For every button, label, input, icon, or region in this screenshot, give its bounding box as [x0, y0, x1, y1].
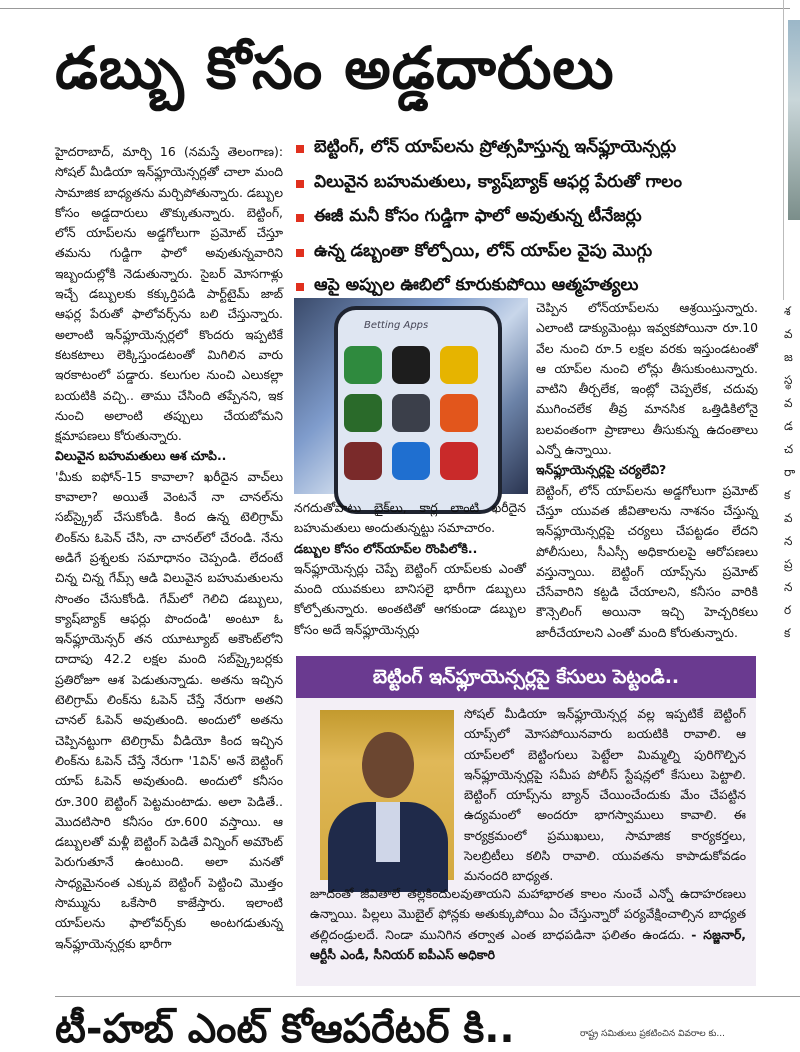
article-subheading: డబ్బుల కోసం లోన్‌యాప్‌ల రొంపిలోకి.. [294, 540, 478, 556]
bullet-item: ఈజీ మనీ కోసం గుడ్డిగా ఫాలో అవుతున్న టీనేజర్లు [296, 201, 786, 236]
quote-text-continued: జూదంతో జీవితాలే తల్లకిందులవుతాయని మహాభారత కాలం నుంచే ఎన్నో ఉదాహరణలు ఉన్నాయి. పిల్లలు మొబైల్ ఫోన్లకు అతుక్కుపోయి ఏం చేస్తున్నారో పర్యవేక్షించాల్సిన బాధ్యత తల్లిదండ్రులదే. నిండా మునిగిన తర్వాత ఎంత బాధపడినా ఫలితం ఉండదు. - సజ్జనార్, ఆర్టీసీ ఎండీ, సీనియర్ ఐపీఎస్ అధికారి [310, 886, 746, 962]
bullet-item: విలువైన బహుమతులు, క్యాష్‌బ్యాక్ ఆఫర్ల పేరుతో గాలం [296, 167, 786, 202]
betting-apps-phone-photo [294, 298, 528, 494]
article-subheading: విలువైన బహుమతులు ఆశ చూపి.. [55, 448, 227, 464]
bottom-rule [55, 996, 800, 997]
bullet-item: ఆపై అప్పుల ఊబిలో కూరుకుపోయి ఆత్మహత్యలు [296, 270, 786, 305]
article-column-1 [55, 142, 283, 985]
app-icon [344, 442, 382, 480]
app-icon [440, 394, 478, 432]
app-icon [392, 346, 430, 384]
app-icon [392, 394, 430, 432]
article-paragraph: చెప్పిన లోన్‌యాప్‌లను ఆశ్రయిస్తున్నారు. ఎలాంటి డాక్యుమెంట్లు ఇవ్వకపోయినా రూ.10 వేల నుంచి రూ.5 లక్షల వరకు ఇస్తుండటంతో ఆ యాప్‌ల నుంచి లోన్లు తీసుకుంటున్నారు. వాటిని తీర్చలేక, ఇంట్లో చెప్పలేక, చదువు ముగించలేక తీవ్ర మానసిక ఒత్తిడికిలోనై బలవంతంగా ప్రాణాలు తీసుకున్న ఉదంతాలు ఎన్నో ఉన్నాయి. [536, 300, 758, 458]
page-headline: డబ్బు కోసం అడ్డదారులు [55, 34, 615, 102]
quote-text: సోషల్ మీడియా ఇన్‌ఫ్లూయెన్సర్ల వల్ల ఇప్పటికే బెట్టింగ్ యాప్స్‌లో మోసపోయినవారు బయటికి రావాలి. ఆ యాప్‌లలో బెట్టింగులు పెట్టేలా మిమ్మల్ని పురిగొల్పిన ఇన్‌ఫ్లూయెన్సర్లపై సమీప పోలీస్ స్టేషన్లలో కేసులు పెట్టాలి. బెట్టింగ్ యాప్స్‌ను బ్యాన్ చేయించేందుకు మేం చేపట్టిన ఉద్యమంలో అందరూ భాగస్వాములు కావాలి. ఈ కార్యక్రమంలో ప్రముఖులు, సామాజిక కార్యకర్తలు, సెలబ్రిటీలు కలిసి రావాలి. యువతను కాపాడుకోవడం మనందరి బాధ్యత. [464, 706, 746, 884]
bullet-square-icon [296, 214, 304, 222]
adjacent-article-photo [788, 20, 800, 220]
app-icon [344, 394, 382, 432]
app-icon [440, 442, 478, 480]
article-subheading: ఇన్‌ఫ్లూయెన్సర్లపై చర్యలేవి? [536, 462, 667, 478]
app-icon-grid [344, 346, 484, 480]
official-portrait-photo [320, 710, 454, 880]
phone-screen-title: Betting Apps [364, 320, 429, 331]
article-paragraph: ఇన్‌ఫ్లూయెన్సర్లు చెప్పే బెట్టింగ్ యాప్‌లకు ఎంతో మంది యువకులు బానిసలై భారీగా డబ్బులు కోల్పోతున్నారు. అంతటితో ఆగకుండా డబ్బుల కోసం అదే ఇన్‌ఫ్లూయెన్సర్లు [294, 560, 526, 637]
next-article-headline: టీ-హబ్ ఎంట్ కోఆపరేటర్ కి.. [55, 1006, 515, 1052]
bullet-square-icon [296, 180, 304, 188]
app-icon [440, 346, 478, 384]
app-icon [344, 346, 382, 384]
article-paragraph: 'మీకు ఐఫోన్-15 కావాలా? ఖరీదైన వాచ్‌లు కావాలా? అయితే వెంటనే నా చానల్‌ను సబ్‌స్క్రైబ్ చేసుకోండి. కింద ఉన్న టెలిగ్రామ్ లింక్‌ను ఓపెన్ చేసి, నా చానల్‌లో చేరండి. నేను అడిగే ప్రశ్నలకు సమాధానం చెప్పండి. లేదంటే చిన్న చిన్న గేమ్స్ ఆడి విలువైన బహుమతులను సొంతం చేసుకోండి. గేమ్‌లో గెలిచి డబ్బులు, క్యాష్‌బ్యాక్ ఆఫర్లు పొందండి' అంటూ ఓ ఇన్‌ఫ్లూయెన్సర్ తన యూట్యూబ్ అకౌంట్‌లోని దాదాపు 42.2 లక్షల మంది సబ్‌స్క్రైబర్లకు ప్రతిరోజూ ఆశ పెడుతున్నాడు. అతను ఇచ్చిన టెలిగ్రామ్ లింక్‌ను ఓపెన్ చేస్తే నేరుగా అతని చానల్ ఓపెన్ అవుతుంది. అందులో అతను చెప్పినట్టుగా టెలిగ్రామ్ వీడియో కింద ఇచ్చిన లింక్‌ను ఓపెన్ చేస్తే నేరుగా '1విన్' అనే బెట్టింగ్ యాప్ ఓపెన్ అవుతుంది. అందులో కనీసం రూ.300 బెట్టింగ్ పెట్టమంటాడు. అలా పెడితే.. మొదటిసారి కనీసం రూ.600 వస్తాయి. ఆ డబ్బులతో మళ్లీ బెట్టింగ్ పెడితే విన్నింగ్ అమౌంట్ పెరుగుతూనే ఉంటుంది. అలా మనతో సాధ్యమైనంత ఎక్కువ బెట్టింగ్ పెట్టించి మొత్తం సొమ్మును ఒకేసారి కాజేస్తారు. ఇలాంటి యాప్‌లను ఫాలోవర్స్‌కు అంటగడుతున్న ఇన్‌ఫ్లూయెన్సర్లకు భారీగా [55, 468, 283, 951]
article-paragraph: నగదుతోపాటు బైక్‌లు, కార్ల లాంటి ఖరీదైన బహుమతులు అందుతున్నట్టు సమాచారం. [294, 500, 526, 536]
quote-box [296, 656, 756, 986]
quote-box-title: బెట్టింగ్ ఇన్‌ఫ్లూయెన్సర్లపై కేసులు పెట్టండి.. [296, 656, 756, 698]
article-column-3 [536, 298, 758, 638]
bullet-square-icon [296, 145, 304, 153]
bullet-item: ఉన్న డబ్బంతా కోల్పోయి, లోన్ యాప్‌ల వైపు మొగ్గు [296, 236, 786, 271]
bullet-square-icon [296, 249, 304, 257]
quote-signature: - సజ్జనార్, ఆర్టీసీ ఎండీ, సీనియర్ ఐపీఎస్ అధికారి [310, 926, 746, 962]
adjacent-article-fragment: శ వ జ స్థ వ డ చ రా క వ న ప్ర న ర క [784, 304, 796, 640]
highlight-bullets [296, 132, 786, 305]
article-paragraph: హైదరాబాద్, మార్చి 16 (నమస్తే తెలంగాణ): సోషల్ మీడియా ఇన్‌ఫ్లూయెన్సర్లతో చాలా మంది సామాజిక బాధ్యతను మర్చిపోతున్నారు. డబ్బుల కోసం అడ్డదారులు తొక్కుతున్నారు. బెట్టింగ్, లోన్ యాప్‌లను అడ్డగోలుగా ప్రమోట్ చేస్తూ తమను గుడ్డిగా ఫాలో అవుతున్నవారిని ఇబ్బందుల్లోకి నెడుతున్నారు. సైబర్ మోసగాళ్లు ఇచ్చే డబ్బులకు కక్కుర్తిపడి పార్ట్‌టైమ్ జాబ్ ఆఫర్ల పేరుతో ఫాలోవర్స్‌ను బలి చేస్తున్నారు. అలాంటి ఇన్‌ఫ్లూయెన్సర్లలో కొందరు ఇప్పటికే కటకటాలు లెక్కిస్తుండటంతో మిగిలిన వారు ఇరకాటంలో పడ్డారు. కలుగుల నుంచి ఎలుకల్లా బయటికి వచ్చి.. తాము చేసింది తప్పేనని, ఇక నుంచి అలాంటి తప్పులు చేయబోమని క్షమాపణలు కోరుతున్నారు. [55, 144, 283, 444]
bullet-square-icon [296, 283, 304, 291]
bullet-item: బెట్టింగ్, లోన్ యాప్‌లను ప్రోత్సహిస్తున్న ఇన్‌ఫ్లూయెన్సర్లు [296, 132, 786, 167]
app-icon [392, 442, 430, 480]
next-article-snippet: రాష్ట్ర సమితులు ప్రకటించిన వివరాల కు... [580, 1029, 725, 1039]
portrait-head [362, 732, 414, 798]
article-column-2 [294, 498, 526, 637]
top-rule [0, 8, 790, 9]
article-paragraph: బెట్టింగ్, లోన్ యాప్‌లను అడ్డగోలుగా ప్రమోట్ చేస్తూ యువత జీవితాలను నాశనం చేస్తున్న ఇన్‌ఫ్లూయెన్సర్లపై చర్యలు చేపట్టడం లేదని పోలీసులు, సీఎస్సీ అధికారులపై ఆరోపణలు వస్తున్నాయి. బెట్టింగ్ యాప్స్‌ను ప్రమోట్ చేసేవారిని కట్టడి చేయాలని, కనీసం వారికి కౌన్సెలింగ్ అయినా ఇచ్చి హెచ్చరికలు జారీచేయాలని ఎంతో మంది కోరుతున్నారు. [536, 482, 758, 640]
portrait-shirt [376, 802, 400, 862]
